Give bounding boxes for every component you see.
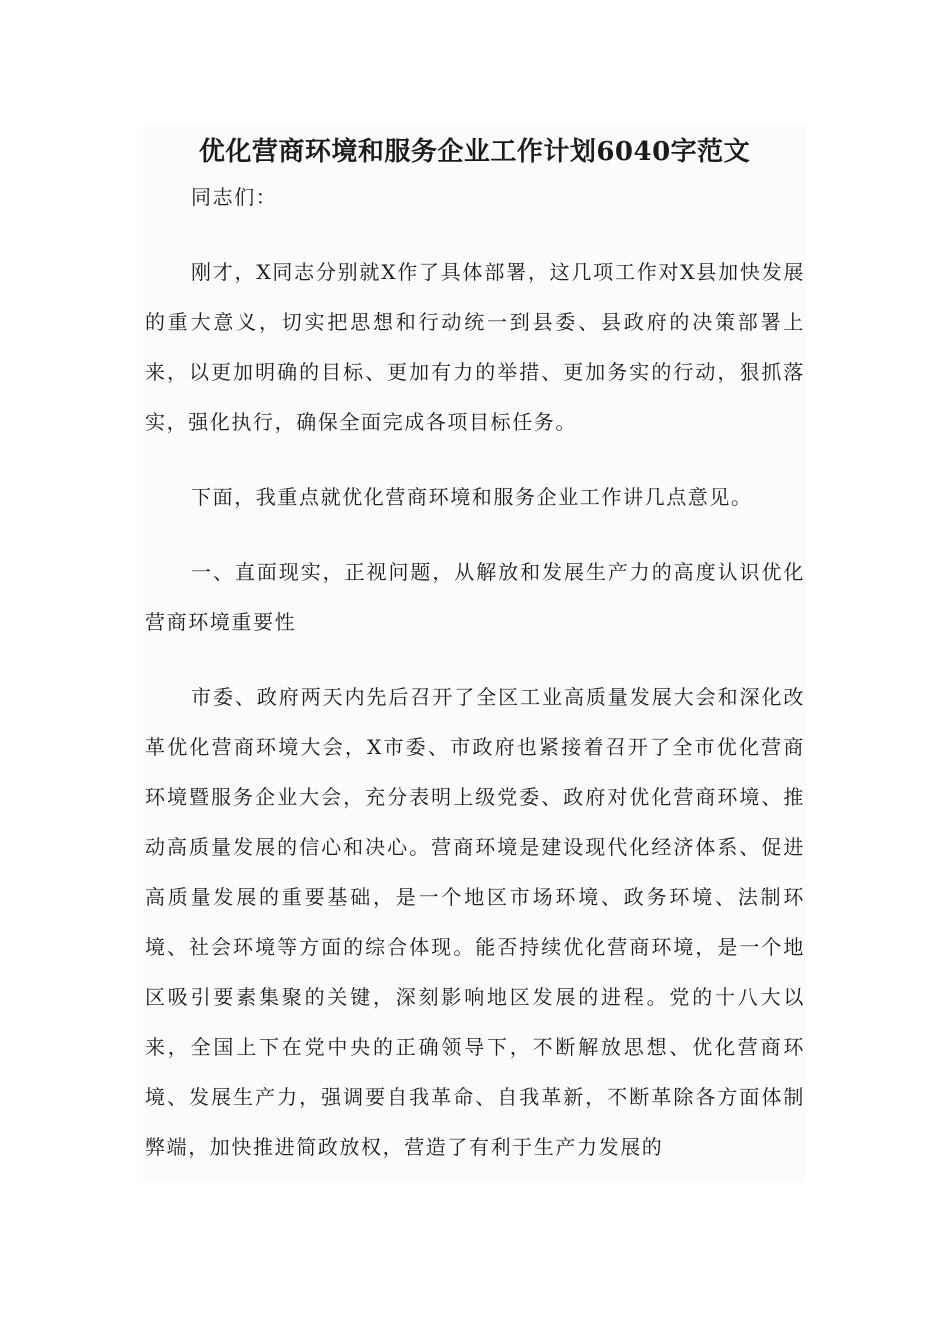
- body-paragraph: 市委、政府两天内先后召开了全区工业高质量发展大会和深化改革优化营商环境大会，X市委、市政府也紧接着召开了全市优化营商环境暨服务企业大会，充分表明上级党委、政府对优化营商环境、推动高质量发展的信心和决心。营商环境是建设现代化经济体系、促进高质量发展的重要基础，是一个地区市场环境、政务环境、法制环境、社会环境等方面的综合体现。能否持续优化营商环境，是一个地区吸引要素集聚的关键，深刻影响地区发展的进程。党的十八大以来，全国上下在党中央的正确领导下，不断解放思想、优化营商环境、发展生产力，强调要自我革命、自我革新，不断革除各方面体制弊端，加快推进简政放权，营造了有利于生产力发展的: [145, 685, 805, 1159]
- transition-paragraph: 下面，我重点就优化营商环境和服务企业工作讲几点意见。: [191, 485, 753, 509]
- salutation-paragraph: 同志们：: [191, 185, 278, 209]
- intro-paragraph: 刚才，X同志分别就X作了具体部署，这几项工作对X县加快发展的重大意义，切实把思想和行动统一到县委、县政府的决策部署上来，以更加明确的目标、更加有力的举措、更加务实的行动，狠抓落实，强化执行，确保全面完成各项目标任务。: [145, 260, 805, 434]
- section-heading-1: 一、直面现实，正视问题，从解放和发展生产力的高度认识优化营商环境重要性: [145, 560, 805, 634]
- document-title: 优化营商环境和服务企业工作计划6040字范文: [198, 137, 751, 167]
- document-body: [145, 172, 805, 1172]
